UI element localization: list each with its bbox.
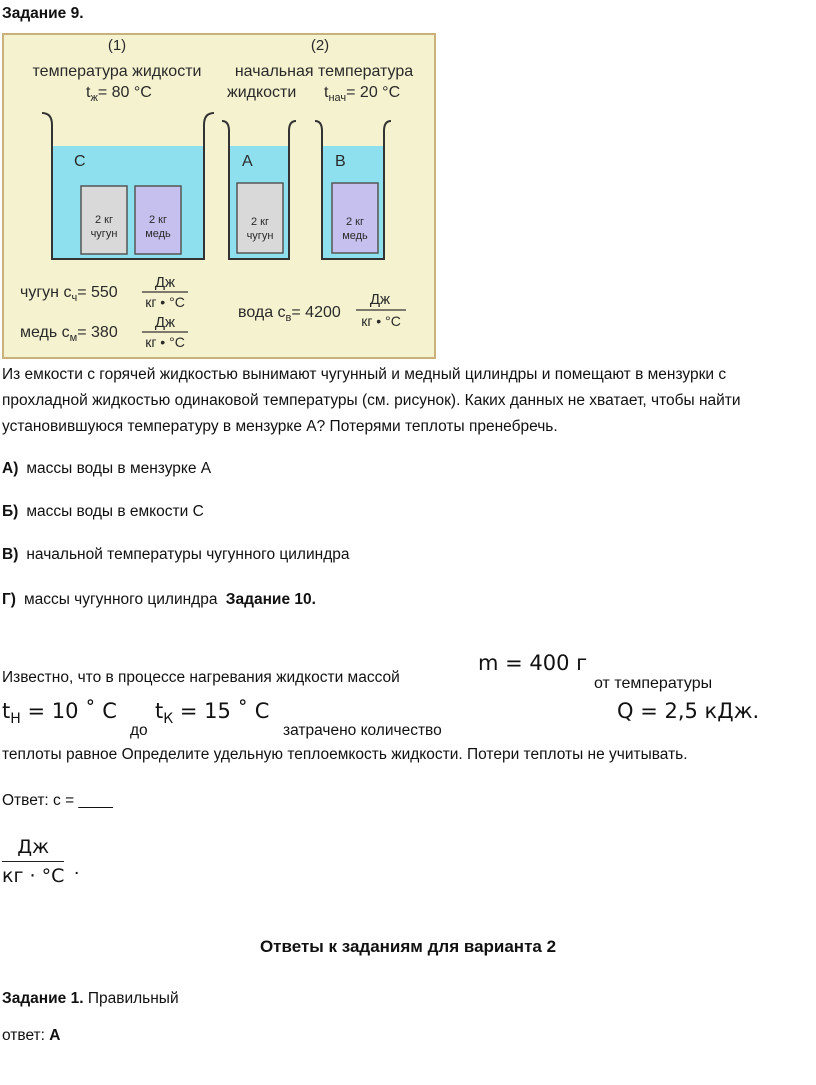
copper-block-c-mass: 2 кг	[149, 214, 167, 226]
q-formula: Q = 2,5 кДж.	[617, 699, 760, 723]
task10-heading: Задание 10.	[225, 591, 316, 608]
copper-unit-num: Дж	[154, 314, 176, 331]
task9-heading: Задание 9.	[2, 5, 84, 22]
mass-formula: m = 400 г	[478, 651, 588, 675]
answer-unit-den: кг · °С	[2, 865, 65, 887]
to-word: до	[130, 722, 148, 739]
answer-unit-num: Дж	[2, 836, 64, 862]
option-d-text: массы чугунного цилиндра	[23, 591, 218, 608]
iron-block-c-mass: 2 кг	[95, 214, 113, 226]
iron-block-c-name: чугун	[90, 228, 118, 240]
figure-label-1: (1)	[107, 37, 127, 54]
tk-value: = 15 ˚ С	[179, 699, 270, 723]
task10-answer: Ответ: с = ____	[2, 792, 113, 809]
option-a	[2, 459, 211, 479]
copper-block-b-mass: 2 кг	[346, 216, 364, 228]
tn-value: = 10 ˚ С	[27, 699, 117, 723]
iron-block-a-mass: 2 кг	[251, 216, 269, 228]
vessel-c-label: С	[74, 153, 86, 170]
task10-intro: Известно, что в процессе нагревания жидкости массой	[2, 669, 400, 686]
task10-continuation: теплоты равное Определите удельную теплоемкость жидкости. Потери теплоты не учитывать.	[2, 746, 688, 763]
answers-task1-answer	[2, 1026, 60, 1046]
option-a-text: массы воды в мензурке А	[26, 460, 212, 477]
option-d-key: Г)	[2, 591, 16, 608]
initial-temp-formula: $t_{нач}= 20$ °С	[324, 84, 401, 104]
task9-question: Из емкости с горячей жидкостью вынимают чугунный и медный цилиндры и помещают в мензурки с прохладной жидкостью одинаковой температуры (см. рисунок). Каких данных не хватает, чтобы найти установившуюся температуру в мензурке А? Потерями теплоты пренебречь.	[2, 366, 741, 435]
beaker-a-label: А	[242, 153, 253, 170]
answers-task1-heading: Задание 1.	[2, 990, 84, 1007]
liquid-temp-formula: $t_ж= 80$ °С	[86, 84, 152, 104]
task9-figure	[2, 33, 436, 359]
initial-temp-title: начальная температура	[234, 63, 414, 80]
liquid-temp-title: температура жидкости	[32, 63, 202, 80]
answer-label: ответ:	[2, 1027, 50, 1044]
tk-sub: К	[163, 711, 174, 727]
answers-task1-text: Правильный	[83, 990, 179, 1007]
water-unit-num: Дж	[369, 291, 391, 308]
beaker-b-label: В	[335, 153, 346, 170]
iron-unit-den: кг • °С	[145, 294, 185, 310]
water-unit-den: кг • °С	[361, 313, 401, 329]
option-c-text: начальной температуры чугунного цилиндра	[26, 546, 350, 563]
tn-sub: Н	[10, 711, 21, 727]
answer-value: А	[49, 1027, 61, 1044]
option-c	[2, 545, 349, 565]
iron-block-a-name: чугун	[246, 230, 274, 242]
copper-block-c-name: медь	[145, 228, 171, 240]
option-b	[2, 502, 204, 522]
option-b-text: массы воды в емкости С	[26, 503, 204, 520]
copper-block-b-name: медь	[342, 230, 368, 242]
svg-text:вода св= 4200: вода $с_в= 4200$	[238, 304, 341, 324]
option-a-key: А)	[2, 460, 19, 477]
svg-text:медь см= 380: медь $с_м= 380$	[20, 324, 118, 344]
answers-task1	[2, 989, 179, 1009]
spent-text: затрачено количество	[283, 722, 442, 739]
figure-label-2: (2)	[310, 37, 330, 54]
answer-unit-fraction	[2, 836, 64, 887]
answer-unit-dot: .	[74, 858, 80, 879]
option-d	[2, 590, 316, 610]
answers-title: Ответы к заданиям для варианта 2	[259, 937, 557, 956]
copper-unit-den: кг • °С	[145, 334, 185, 350]
from-temp: от температуры	[594, 675, 713, 692]
initial-temp-word: жидкости	[227, 84, 297, 101]
iron-unit-num: Дж	[154, 274, 176, 291]
option-c-key: В)	[2, 546, 19, 563]
tk-formula	[155, 699, 270, 727]
option-b-key: Б)	[2, 503, 19, 520]
tn-symbol: t	[2, 699, 11, 723]
tk-symbol: t	[155, 699, 164, 723]
svg-text:чугун сч= 550: чугун $с_ч= 550$	[20, 284, 118, 304]
tn-formula	[2, 699, 117, 727]
